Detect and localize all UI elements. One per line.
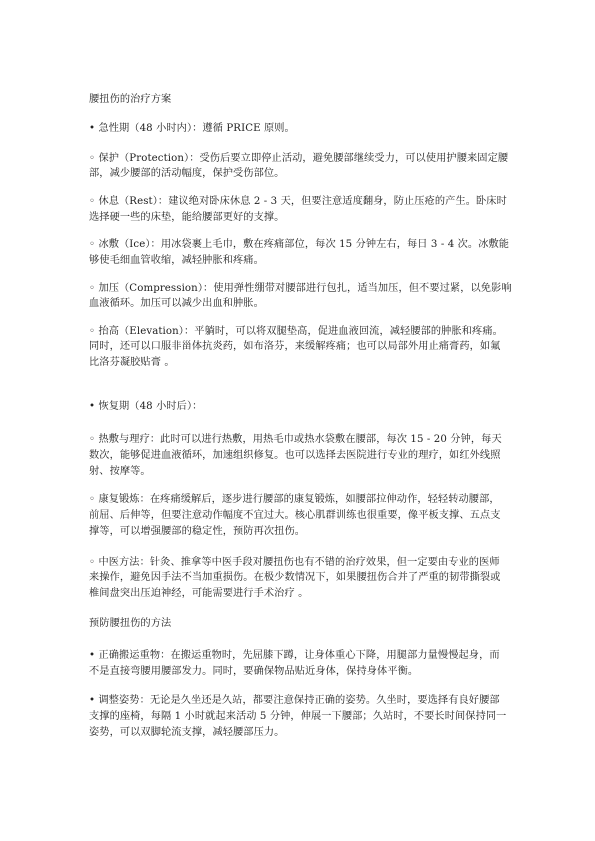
heat-line-3: 射、按摩等。 bbox=[89, 466, 151, 477]
elevation-line-1: ◦ 抬高（Elevation）：平躺时，可以将双腿垫高，促进血液回流，减轻腰部的肿胀和疼痛。 bbox=[89, 326, 503, 337]
elevation-line-2: 同时，还可以口服非甾体抗炎药，如布洛芬，来缓解疼痛；也可以局部外用止痛膏药，如氟 bbox=[89, 341, 501, 352]
lifting-line-2: 不是直接弯腰用腰部发力。同时，要确保物品贴近身体，保持身体平衡。 bbox=[89, 666, 419, 677]
rehab-line-2: 前屈、后伸等，但要注意动作幅度不宜过大。核心肌群训练也很重要，像平板支撑、五点支 bbox=[89, 510, 501, 521]
heading-treatment: 腰扭伤的治疗方案 bbox=[89, 94, 172, 105]
compression-line-1: ◦ 加压（Compression）：使用弹性绷带对腰部进行包扎，适当加压，但不要过紧，以免影响 bbox=[89, 283, 512, 294]
posture-line-2: 支撑的座椅，每隔 1 小时就起来活动 5 分钟，伸展一下腰部；久站时，不要长时间保持同一 bbox=[89, 711, 507, 722]
rehab-line-3: 撑等，可以增强腰部的稳定性，预防再次扭伤。 bbox=[89, 526, 306, 537]
rest-line-2: 选择硬一些的床垫，能给腰部更好的支撑。 bbox=[89, 212, 285, 223]
posture-line-1: • 调整姿势：无论是久坐还是久站，都要注意保持正确的姿势。久坐时，要选择有良好腰部 bbox=[89, 695, 500, 706]
tcm-line-2: 来操作，避免因手法不当加重损伤。在极少数情况下，如果腰扭伤合并了严重的韧带撕裂或 bbox=[89, 572, 501, 583]
ice-line-1: ◦ 冰敷（Ice）：用冰袋裹上毛巾，敷在疼痛部位，每次 15 分钟左右，每日 3 - 4 次。冰敷能 bbox=[89, 239, 510, 250]
ice-line-2: 够使毛细血管收缩，减轻肿胀和疼痛。 bbox=[89, 255, 264, 266]
elevation-line-3: 比洛芬凝胶贴膏 。 bbox=[89, 357, 175, 368]
heat-line-2: 数次，能够促进血液循环，加速组织修复。也可以选择去医院进行专业的理疗，如红外线照 bbox=[89, 450, 501, 461]
tcm-line-3: 椎间盘突出压迫神经，可能需要进行手术治疗 。 bbox=[89, 588, 309, 599]
rehab-line-1: ◦ 康复锻炼：在疼痛缓解后，逐步进行腰部的康复锻炼，如腰部拉伸动作，轻轻转动腰部， bbox=[89, 494, 500, 505]
tcm-line-1: ◦ 中医方法：针灸、推拿等中医手段对腰扭伤也有不错的治疗效果，但一定要由专业的医师 bbox=[89, 557, 500, 568]
posture-line-3: 姿势，可以双脚轮流支撑，减轻腰部压力。 bbox=[89, 727, 285, 738]
compression-line-2: 血液循环。加压可以减少出血和肿胀。 bbox=[89, 298, 264, 309]
rest-line-1: ◦ 休息（Rest）：建议绝对卧床休息 2 - 3 天，但要注意适度翻身，防止压疮的产生。卧床时 bbox=[89, 196, 507, 207]
recovery-phase-title: • 恢复期（48 小时后）： bbox=[89, 401, 203, 412]
protection-line-2: 部，减少腰部的活动幅度，保护受伤部位。 bbox=[89, 168, 285, 179]
heat-line-1: ◦ 热敷与理疗：此时可以进行热敷，用热毛巾或热水袋敷在腰部，每次 15 - 20 分钟，每天 bbox=[89, 434, 502, 445]
acute-phase-title: • 急性期（48 小时内）：遵循 PRICE 原则。 bbox=[89, 123, 295, 134]
lifting-line-1: • 正确搬运重物：在搬运重物时，先屈膝下蹲，让身体重心下降，用腿部力量慢慢起身，而 bbox=[89, 650, 500, 661]
protection-line-1: ◦ 保护（Protection）：受伤后要立即停止活动，避免腰部继续受力，可以使用护腰来固定腰 bbox=[89, 153, 509, 164]
heading-prevention: 预防腰扭伤的方法 bbox=[89, 618, 172, 629]
